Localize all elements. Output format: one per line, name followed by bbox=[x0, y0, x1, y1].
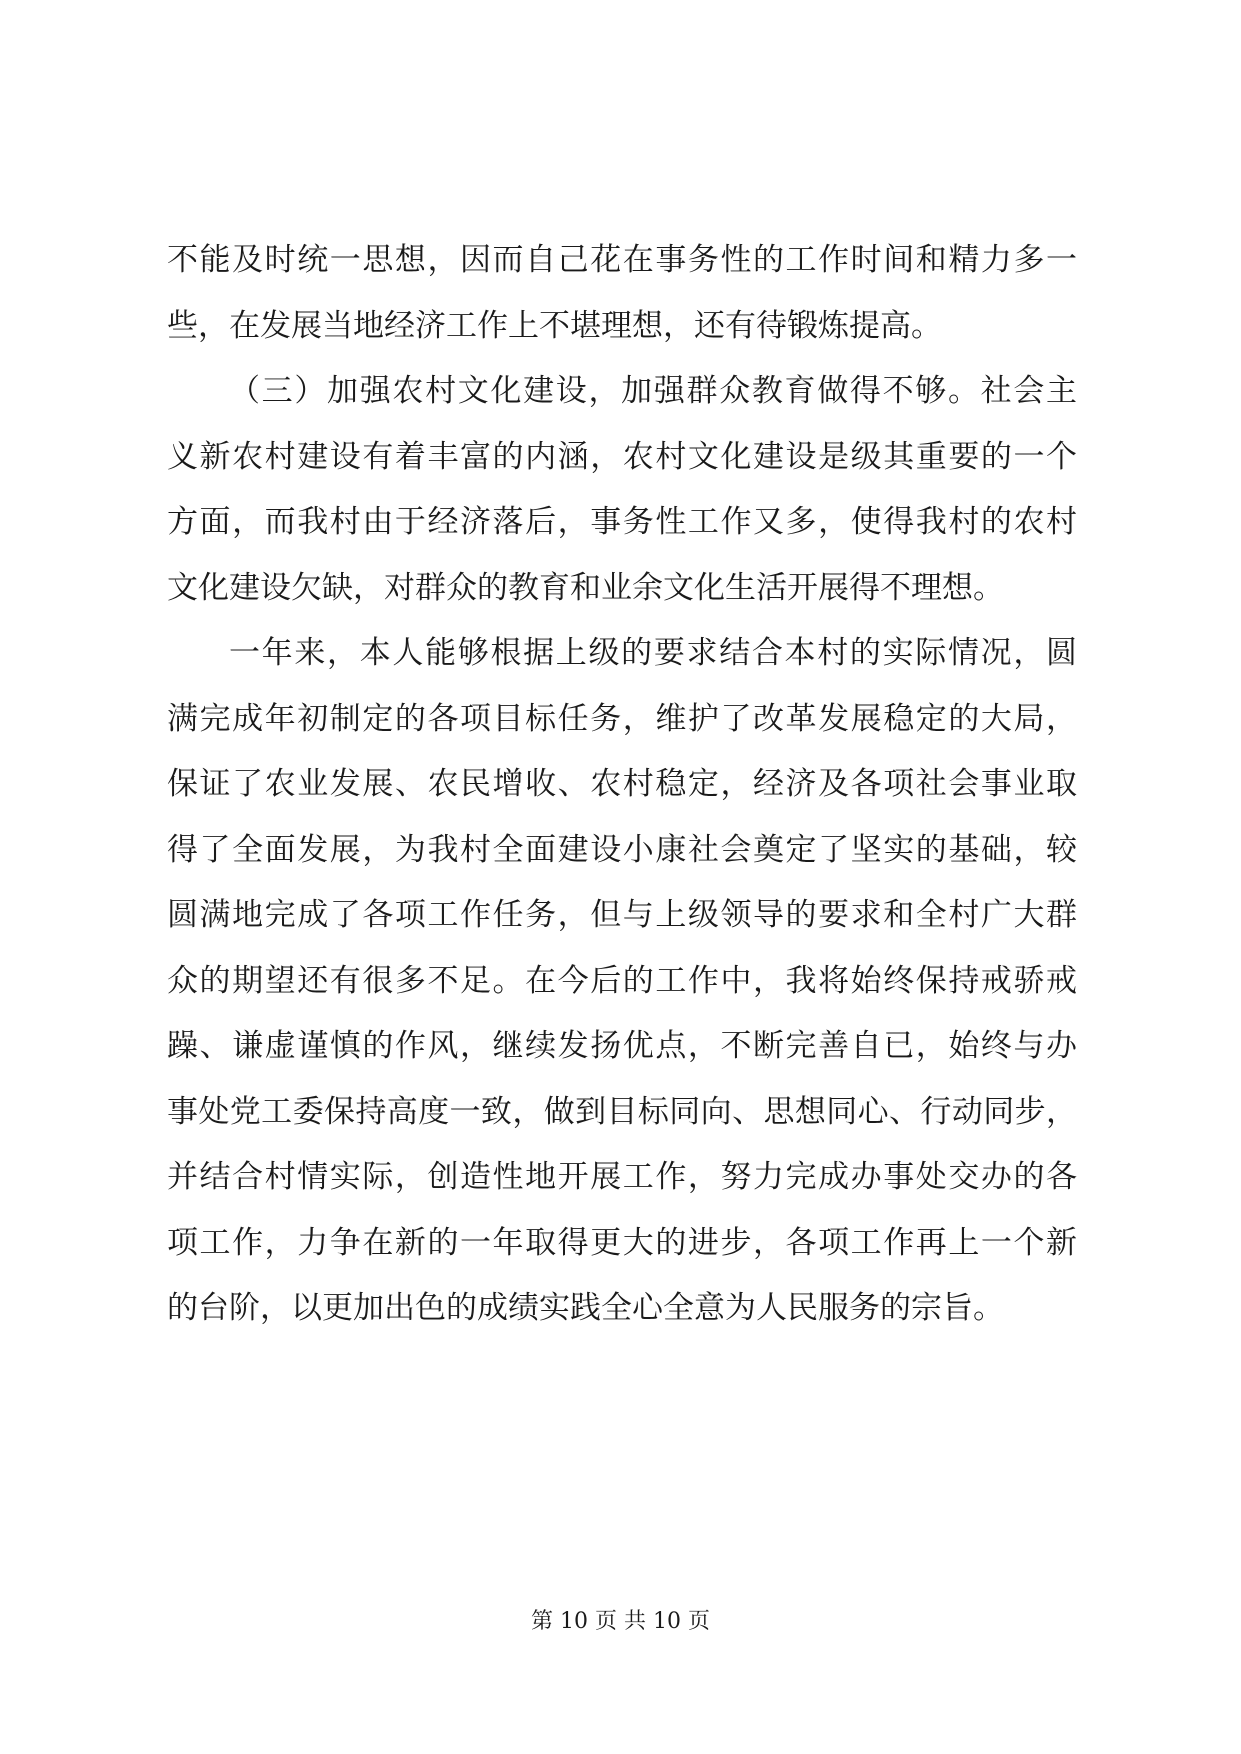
text-line: 圆满地完成了各项工作任务，但与上级领导的要求和全村广大群 bbox=[167, 897, 1077, 933]
text-line: 众的期望还有很多不足。在今后的工作中，我将始终保持戒骄戒 bbox=[167, 962, 1077, 999]
text-line: 不能及时统一思想，因而自己花在事务性的工作时间和精力多一 bbox=[167, 242, 1077, 278]
text-line: 并结合村情实际，创造性地开展工作，努力完成办事处交办的各 bbox=[167, 1159, 1077, 1195]
text-line: 义新农村建设有着丰富的内涵，农村文化建设是级其重要的一个 bbox=[167, 438, 1077, 475]
text-line: 些，在发展当地经济工作上不堪理想，还有待锻炼提高。 bbox=[167, 307, 942, 344]
text-line: 满完成年初制定的各项目标任务，维护了改革发展稳定的大局， bbox=[167, 700, 1077, 737]
text-line: （三）加强农村文化建设，加强群众教育做得不够。社会主 bbox=[229, 373, 1077, 409]
page-footer bbox=[0, 1608, 1241, 1636]
text-line: 项工作，力争在新的一年取得更大的进步，各项工作再上一个新 bbox=[167, 1224, 1077, 1261]
text-line: 躁、谦虚谨慎的作风，继续发扬优点，不断完善自已，始终与办 bbox=[167, 1028, 1077, 1064]
text-line: 文化建设欠缺，对群众的教育和业余文化生活开展得不理想。 bbox=[167, 569, 1004, 606]
page-number-label: 第 10 页 共 10 页 bbox=[531, 1609, 710, 1634]
body-text bbox=[167, 228, 1077, 1342]
text-line: 一年来，本人能够根据上级的要求结合本村的实际情况，圆 bbox=[229, 635, 1077, 671]
text-line: 方面，而我村由于经济落后，事务性工作又多，使得我村的农村 bbox=[167, 504, 1077, 540]
text-line: 得了全面发展，为我村全面建设小康社会奠定了坚实的基础，较 bbox=[167, 831, 1077, 868]
text-line: 保证了农业发展、农民增收、农村稳定，经济及各项社会事业取 bbox=[167, 766, 1077, 802]
text-line: 的台阶，以更加出色的成绩实践全心全意为人民服务的宗旨。 bbox=[167, 1290, 1004, 1326]
text-line: 事处党工委保持高度一致，做到目标同向、思想同心、行动同步， bbox=[167, 1093, 1077, 1130]
